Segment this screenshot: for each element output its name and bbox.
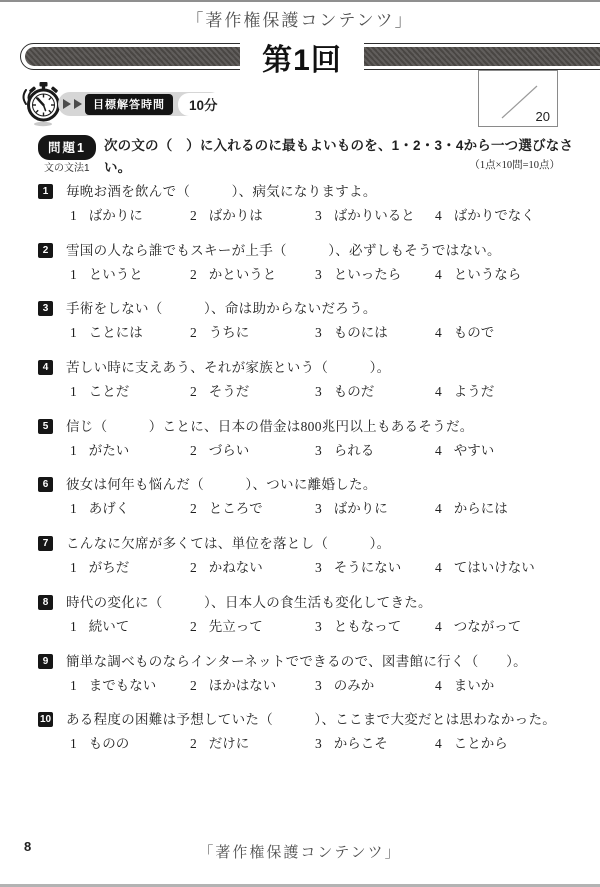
question-4 — [38, 357, 583, 416]
question-8 — [38, 592, 583, 651]
question-5 — [38, 416, 583, 475]
option-2[interactable]: 2 ばかりは — [190, 208, 263, 223]
option-3[interactable]: 3 ばかりに — [315, 501, 388, 517]
option-4[interactable]: 4 もので — [435, 325, 495, 341]
question-number-badge: 5 — [38, 419, 53, 434]
option-4[interactable]: 4 つながって — [435, 618, 522, 634]
option-4[interactable]: 4 てはいけない — [435, 560, 535, 576]
problem-subtitle: 文の文法1 — [44, 163, 90, 174]
option-2[interactable]: 2 ところで — [190, 501, 263, 517]
option-2[interactable]: 2 かねない — [190, 560, 263, 576]
problem-points: （1点×10問=10点） — [469, 160, 560, 171]
option-3[interactable]: 3 られる — [315, 442, 375, 458]
question-options — [38, 556, 583, 577]
option-4[interactable]: 4 まいか — [435, 677, 495, 693]
option-3[interactable]: 3 ものには — [315, 325, 388, 341]
score-box[interactable] — [478, 70, 558, 127]
question-number-badge: 1 — [38, 184, 53, 199]
question-text: 簡単な調べものならインターネットでできるので、図書館に行く（ ）。 — [66, 653, 527, 669]
option-2[interactable]: 2 づらい — [190, 442, 250, 458]
option-3[interactable]: 3 ものだ — [315, 384, 375, 400]
option-1[interactable]: 1 ことには — [70, 325, 143, 341]
option-3[interactable]: 3 のみか — [315, 677, 375, 693]
question-text: 信じ（ ）ことに、日本の借金は800兆円以上もあるそうだ。 — [66, 418, 474, 434]
target-time-value: 10分 — [178, 93, 229, 116]
question-2 — [38, 240, 583, 299]
question-number-badge: 6 — [38, 477, 53, 492]
question-text: 彼女は何年も悩んだ（ ）、ついに離婚した。 — [66, 477, 377, 493]
copyright-notice-top: 「著作権保護コンテンツ」 — [186, 11, 414, 30]
question-number-badge: 8 — [38, 595, 53, 610]
question-options — [38, 204, 583, 225]
question-number-badge: 4 — [38, 360, 53, 375]
question-options — [38, 380, 583, 401]
option-2[interactable]: 2 そうだ — [190, 384, 250, 400]
problem-badge: 問題1 — [38, 135, 96, 160]
copyright-notice-bottom: 「著作権保護コンテンツ」 — [198, 845, 402, 861]
option-1[interactable]: 1 までもない — [70, 677, 157, 693]
option-4[interactable]: 4 というなら — [435, 266, 522, 282]
option-1[interactable]: 1 ことだ — [70, 384, 130, 400]
option-4[interactable]: 4 ようだ — [435, 384, 495, 400]
option-1[interactable]: 1 がたい — [70, 442, 130, 458]
problem-instruction: 次の文の（ ）に入れるのに最もよいものを、1・2・3・4から一つ選びなさい。 — [103, 138, 574, 175]
question-text: 手術をしない（ ）、命は助からないだろう。 — [66, 301, 377, 317]
option-3[interactable]: 3 そうにない — [315, 560, 402, 576]
target-time-capsule — [58, 92, 222, 116]
question-list — [38, 181, 583, 768]
score-denominator: 20 — [535, 109, 550, 124]
question-text: こんなに欠席が多くては、単位を落とし（ ）。 — [66, 536, 391, 552]
question-options — [38, 497, 583, 518]
question-options — [38, 321, 583, 342]
option-1[interactable]: 1 続いて — [70, 618, 130, 634]
option-3[interactable]: 3 ともなって — [315, 618, 402, 634]
option-1[interactable]: 1 ばかりに — [70, 208, 143, 223]
page-top-edge — [0, 0, 600, 2]
question-options — [38, 674, 583, 695]
question-6 — [38, 474, 583, 533]
question-options — [38, 732, 583, 753]
question-text: 時代の変化に（ ）、日本人の食生活も変化してきた。 — [66, 594, 432, 610]
target-time-label: 目標解答時間 — [85, 94, 173, 115]
option-2[interactable]: 2 ほかはない — [190, 677, 277, 693]
question-text: 毎晩お酒を飲んで（ ）、病気になりますよ。 — [66, 184, 377, 199]
option-3[interactable]: 3 ばかりいると — [315, 208, 415, 223]
page-number: 8 — [24, 839, 32, 854]
option-1[interactable]: 1 あげく — [70, 501, 130, 517]
option-4[interactable]: 4 やすい — [435, 442, 495, 458]
option-3[interactable]: 3 からこそ — [315, 736, 388, 752]
round-banner — [20, 43, 600, 77]
question-text: ある程度の困難は予想していた（ ）、ここまで大変だとは思わなかった。 — [66, 712, 557, 728]
chevron-right-icon — [63, 99, 71, 109]
round-title: 第1回 — [240, 35, 364, 79]
question-3 — [38, 298, 583, 357]
option-3[interactable]: 3 といったら — [315, 266, 402, 282]
chevron-right-icon — [74, 99, 82, 109]
question-number-badge: 3 — [38, 301, 53, 316]
question-options — [38, 439, 583, 460]
option-1[interactable]: 1 がちだ — [70, 560, 130, 576]
option-2[interactable]: 2 うちに — [190, 325, 250, 341]
question-number-badge: 2 — [38, 243, 53, 258]
question-number-badge: 9 — [38, 654, 53, 669]
option-4[interactable]: 4 ばかりでなく — [435, 208, 535, 223]
option-4[interactable]: 4 ことから — [435, 736, 508, 752]
option-2[interactable]: 2 かというと — [190, 266, 277, 282]
question-number-badge: 10 — [39, 714, 52, 726]
question-options — [38, 615, 583, 636]
option-4[interactable]: 4 からには — [435, 501, 508, 517]
question-10 — [38, 709, 583, 768]
question-options — [38, 263, 583, 284]
question-1 — [38, 181, 583, 240]
question-text: 苦しい時に支えあう、それが家族という（ ）。 — [66, 360, 391, 376]
question-7 — [38, 533, 583, 592]
option-2[interactable]: 2 先立って — [190, 618, 263, 634]
option-1[interactable]: 1 ものの — [70, 736, 130, 752]
question-9 — [38, 651, 583, 710]
question-number-badge: 7 — [38, 536, 53, 551]
question-text: 雪国の人なら誰でもスキーが上手（ ）、必ずしもそうではない。 — [66, 242, 501, 258]
option-1[interactable]: 1 というと — [70, 266, 143, 282]
option-2[interactable]: 2 だけに — [190, 736, 250, 752]
